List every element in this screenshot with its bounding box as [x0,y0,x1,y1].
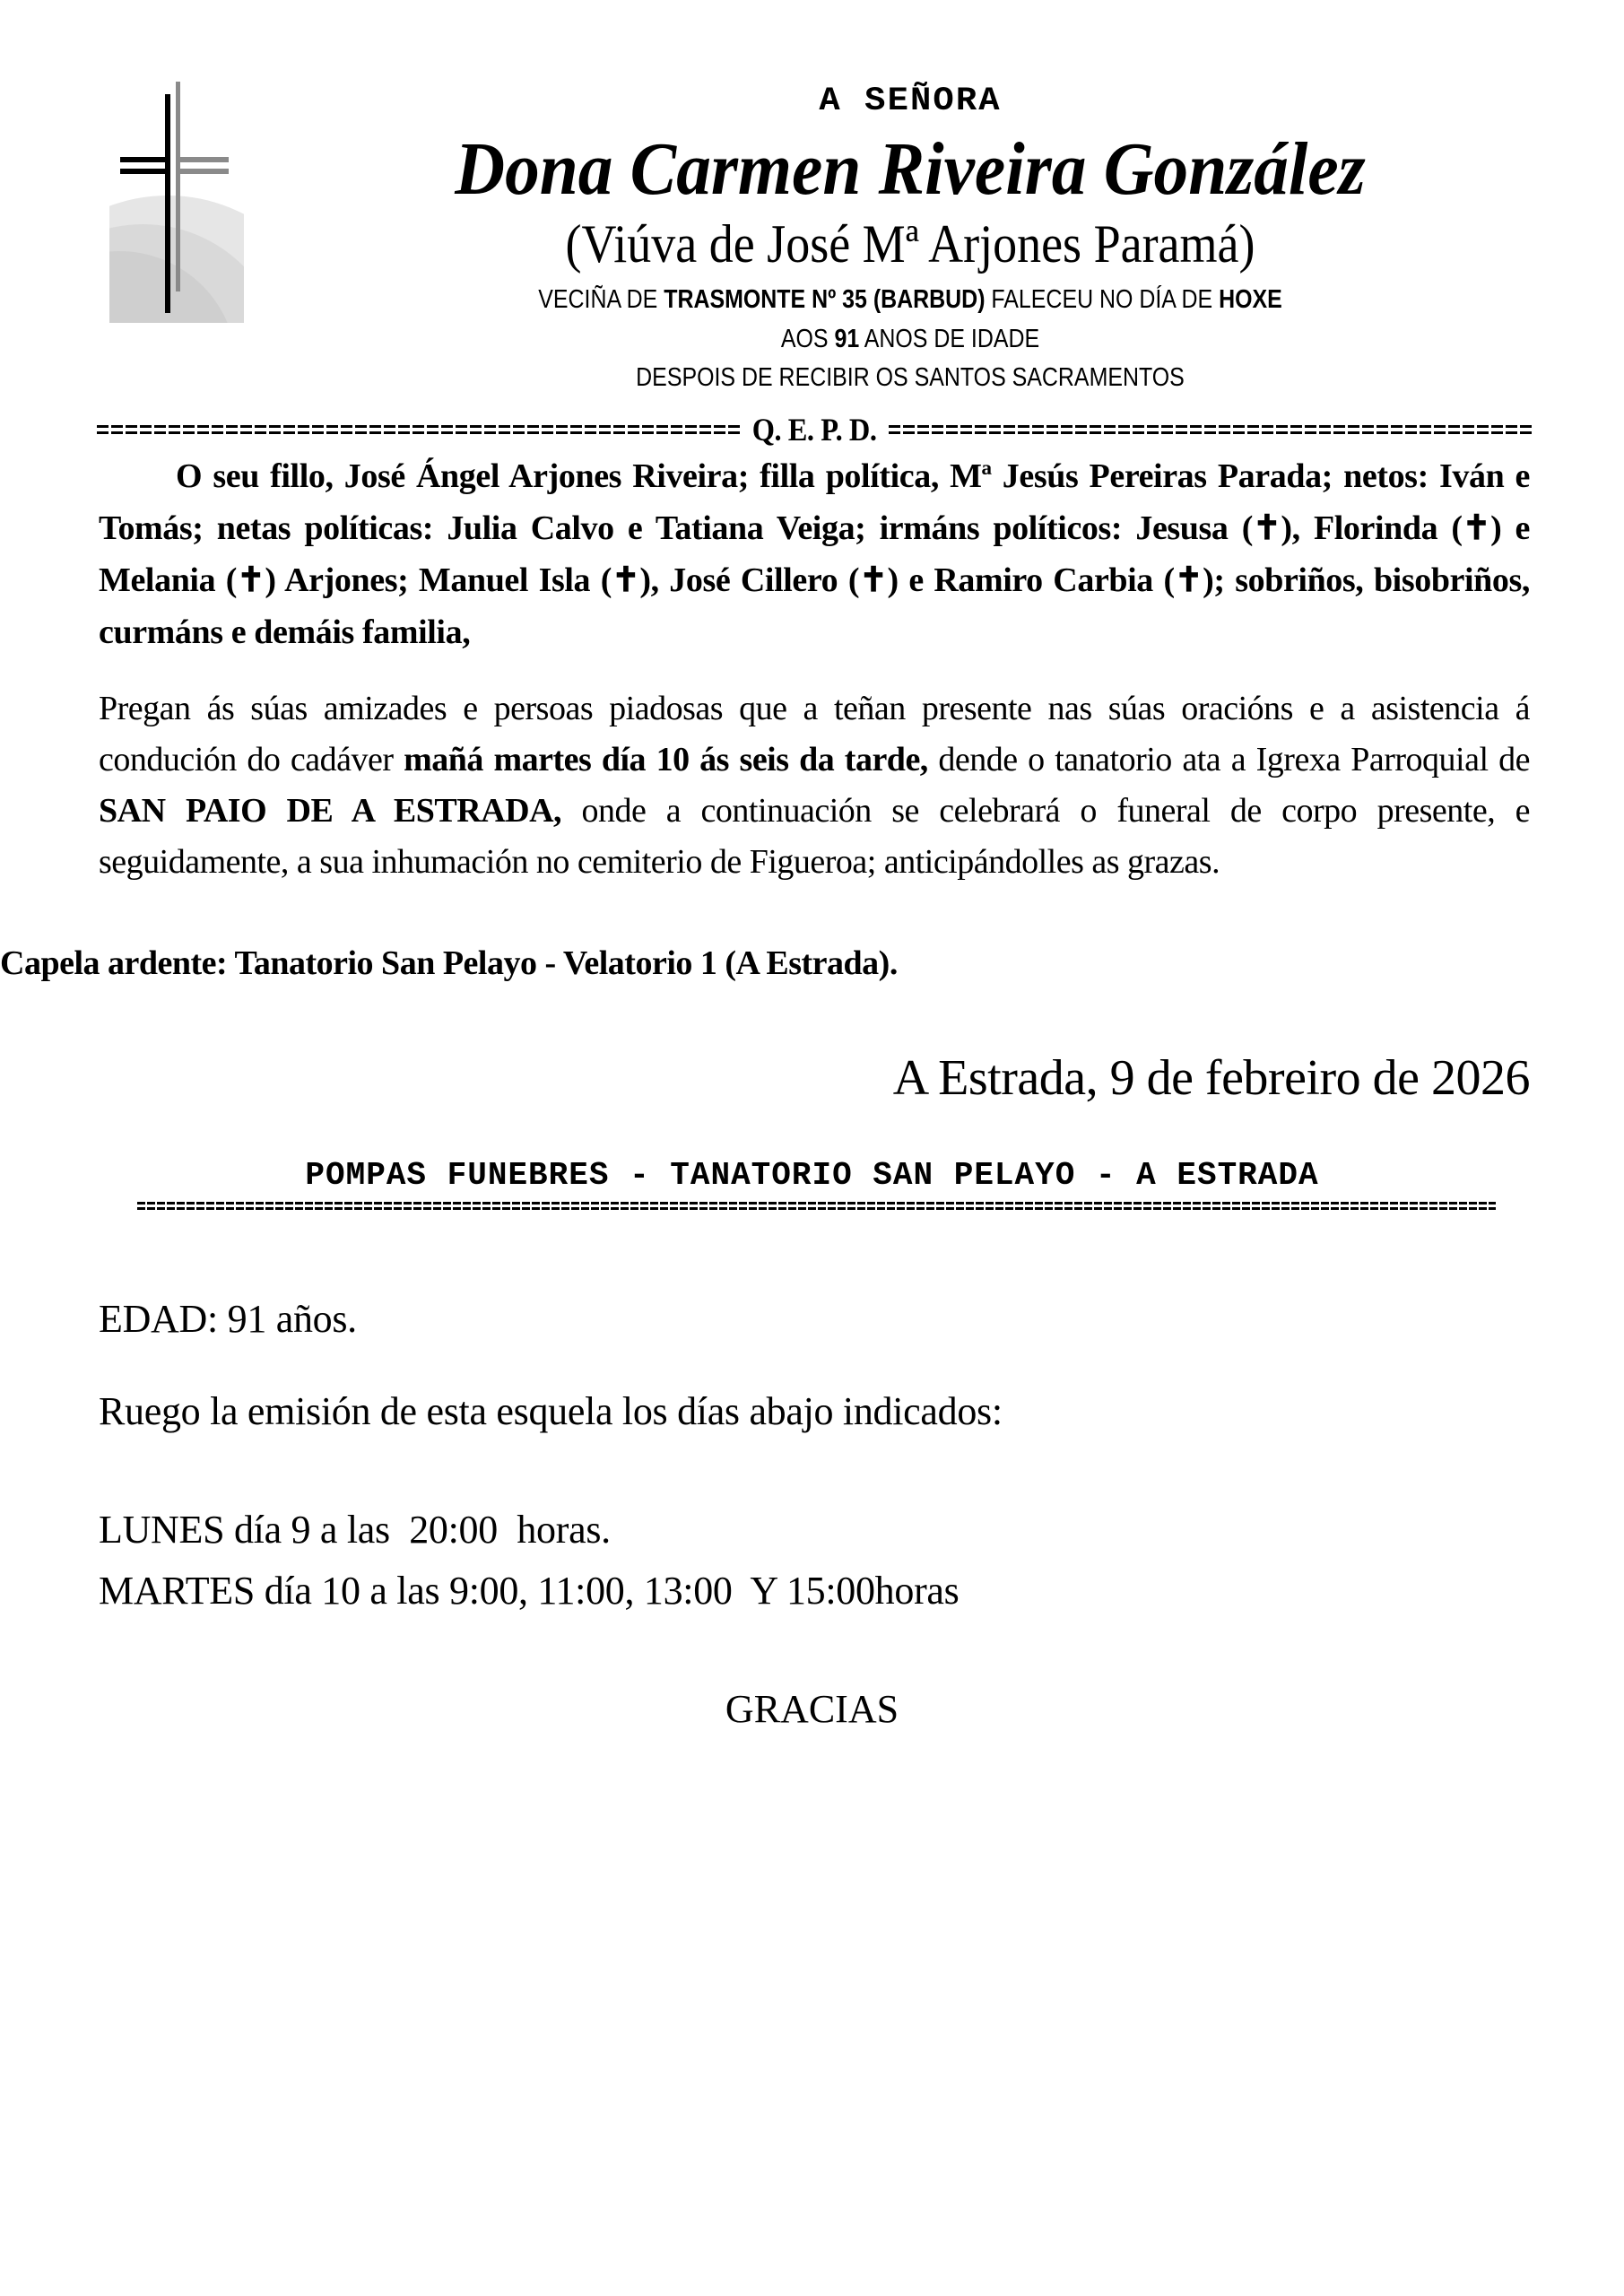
dagger-icon: (✝) [1241,509,1292,547]
residence-address: TRASMONTE Nº 35 (BARBUD) [664,285,986,314]
age-line [451,325,1368,354]
family-text: ; sobriños, bisobriños, curmáns e demáis familia, [99,561,1530,651]
thanks: GRACIAS [725,1687,899,1731]
qepd-divider [97,411,1532,448]
request-text: dende o tanatorio ata a Igrexa Parroquial de [927,741,1530,778]
emblem-gray-horizontal-top [179,157,229,162]
cross-icon [109,79,244,323]
family-text: e Melania [99,509,1530,599]
residence-prefix: VECIÑA DE [538,285,664,314]
request-text: onde a continuación se celebrará o funeral de corpo presente, e seguidamente, a sua inhumación no cemiterio de Figueroa; anticipándolles as grazas. [99,792,1530,881]
schedule-line: MARTES día 10 a las 9:00, 11:00, 13:00 Y 15:00horas [99,1569,960,1613]
emblem-gray-horizontal-bottom [179,169,229,174]
dagger-icon: (✝) [1451,509,1502,547]
emblem-black-vertical [165,94,170,313]
qepd-label: Q. E. P. D. [751,412,877,448]
residence-middle: FALECEU NO DÍA DE [985,285,1220,314]
place-date: A Estrada, 9 de febreiro de 2026 [892,1050,1530,1106]
age-suffix: ANOS DE IDADE [859,325,1040,353]
family-text: , José Cillero [650,561,848,599]
age-value: 91 [834,325,860,353]
family-text: O seu fillo, José Ángel Arjones Riveira; filla política, Mª Jesús Pereiras Parada; netos: Iván e Tomás; netas políticas: Julia Calvo e Tatiana Veiga; irmáns políticos: Jesusa [99,457,1530,547]
dagger-icon: (✝) [847,561,899,599]
divider-right [889,423,1532,436]
chapel-info: Capela ardente: Tanatorio San Pelayo - Velatorio 1 (A Estrada). [0,944,898,982]
salutation: A SEÑORA [819,83,1002,120]
emblem-black-horizontal-top [120,157,170,162]
emblem-black-horizontal-bottom [120,169,170,174]
widow-of: (Viúva de José Mª Arjones Paramá) [565,214,1255,274]
age-note: EDAD: 91 años. [99,1297,357,1341]
residence-line [451,285,1368,315]
bottom-divider [137,1200,1496,1213]
church-name: SAN PAIO DE A ESTRADA, [99,792,562,830]
dagger-icon: (✝) [600,561,651,599]
family-paragraph [99,450,1530,658]
dagger-icon: (✝) [1163,561,1214,599]
schedule-line: LUNES día 9 a las 20:00 horas. [99,1508,611,1552]
deceased-name: Dona Carmen Riveira González [455,127,1366,211]
sacraments-line: DESPOIS DE RECIBIR OS SANTOS SACRAMENTOS [636,363,1185,392]
age-prefix: AOS [780,325,835,353]
emblem-gray-vertical [176,82,180,291]
funeral-home: POMPAS FUNEBRES - TANATORIO SAN PELAYO - A ESTRADA [305,1157,1319,1194]
funeral-time: mañá martes día 10 ás seis da tarde, [404,741,928,778]
broadcast-request: Ruego la emisión de esta esquela los días abajo indicados: [99,1389,1003,1433]
family-text: e Ramiro Carbia [898,561,1164,599]
family-text: Arjones; Manuel Isla [275,561,601,599]
divider-left [97,423,740,436]
request-text: Pregan ás súas amizades e persoas piadosas que a teñan presente nas súas oracións e a asistencia á condución do cadáver [99,690,1530,778]
family-text: , Florinda [1291,509,1452,547]
request-paragraph [99,683,1530,888]
dagger-icon: (✝) [225,561,276,599]
death-day: HOXE [1219,285,1282,314]
